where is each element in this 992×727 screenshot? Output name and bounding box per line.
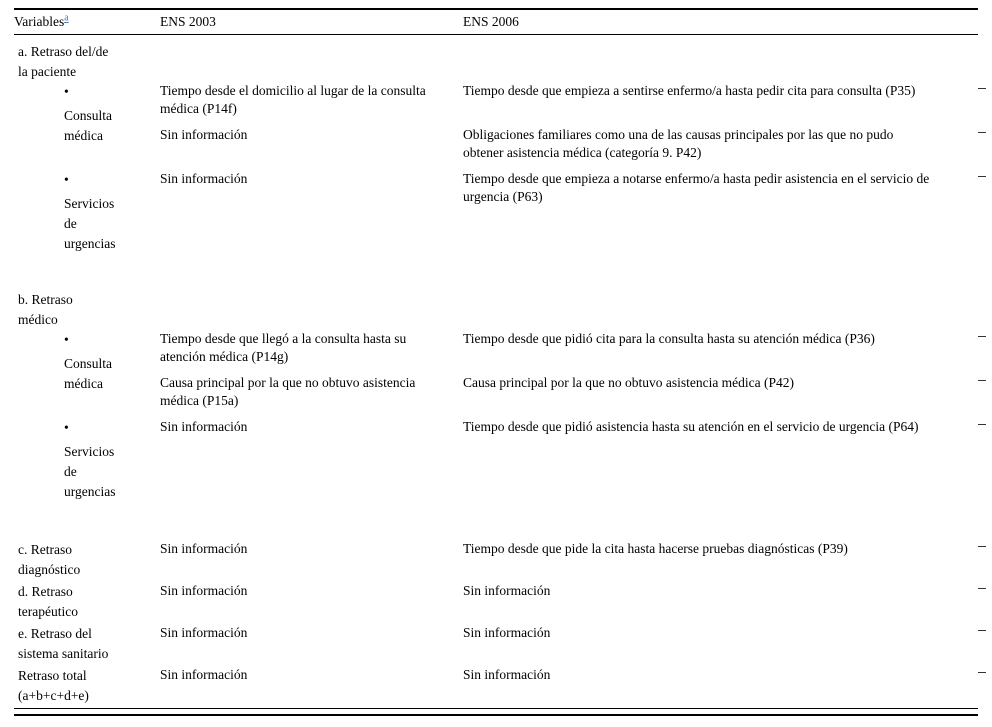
cell-ens2003: Sin información	[160, 419, 248, 434]
table-bottom-rule-thick	[14, 714, 978, 716]
subsection-servicios-urgencias	[14, 170, 978, 254]
table-row	[160, 82, 978, 126]
subsection-label: Consulta médica	[64, 108, 113, 143]
section-label: b. Retraso médico	[18, 292, 73, 327]
column-header-ens2006: ENS 2006	[463, 14, 519, 29]
table-row	[160, 126, 978, 170]
table-row	[14, 624, 978, 666]
comparison-table	[14, 8, 978, 716]
subsection-rows	[160, 170, 978, 254]
table-header-row	[14, 10, 978, 35]
cell-ens2006: Tiempo desde que pidió asistencia hasta su atención en el servicio de urgencia (P64)	[463, 419, 919, 434]
row-label: e. Retraso del sistema sanitario	[18, 626, 109, 661]
cell-ens2006: Tiempo desde que empieza a notarse enfermo/a hasta pedir asistencia en el servicio de urgencia (P63)	[463, 171, 930, 204]
cell-ens2006: Sin información	[463, 625, 551, 640]
subsection-label-block	[14, 170, 160, 254]
section-retraso-medico	[14, 290, 978, 502]
subsection-label-block	[14, 82, 160, 170]
subsection-rows	[160, 330, 978, 418]
subsection-label: Consulta médica	[64, 356, 113, 391]
cell-ens2006: Tiempo desde que empieza a sentirse enfermo/a hasta pedir cita para consulta (P35)	[463, 83, 916, 98]
table-row	[160, 170, 978, 214]
table-row	[14, 666, 978, 708]
cell-ens2006: Sin información	[463, 583, 551, 598]
cell-ens2003: Causa principal por la que no obtuvo asistencia médica (P15a)	[160, 375, 416, 408]
cell-ens2003: Tiempo desde que llegó a la consulta hasta su atención médica (P14g)	[160, 331, 407, 364]
subsection-consulta-medica	[14, 82, 978, 170]
cell-ens2003: Sin información	[160, 667, 248, 682]
subsection-rows	[160, 418, 978, 502]
subsection-label: Servicios de urgencias	[64, 444, 116, 499]
table-row	[160, 418, 978, 444]
bullet-icon: •	[64, 332, 69, 347]
table-row	[14, 540, 978, 582]
cell-ens2006: Tiempo desde que pide la cita hasta hacerse pruebas diagnósticas (P39)	[463, 541, 848, 556]
row-label: Retraso total (a+b+c+d+e)	[18, 668, 89, 703]
column-header-ens2003: ENS 2003	[160, 14, 216, 29]
cell-ens2006: Sin información	[463, 667, 551, 682]
table-bottom-rule-thin	[14, 708, 978, 709]
bullet-icon: •	[64, 172, 69, 187]
table-row	[160, 330, 978, 374]
variables-header-label: Variables	[14, 14, 65, 29]
subsection-rows	[160, 82, 978, 170]
table-body	[14, 35, 978, 708]
table-row	[14, 582, 978, 624]
row-label: c. Retraso diagnóstico	[18, 542, 81, 577]
cell-ens2003: Sin información	[160, 171, 248, 186]
table-row	[160, 374, 978, 418]
subsection-label-block	[14, 330, 160, 418]
section-retraso-paciente	[14, 42, 978, 254]
cell-ens2003: Sin información	[160, 127, 248, 142]
subsection-consulta-medica	[14, 330, 978, 418]
subsection-label-block	[14, 418, 160, 502]
subsection-label: Servicios de urgencias	[64, 196, 116, 251]
cell-ens2003: Sin información	[160, 625, 248, 640]
row-label: d. Retraso terapéutico	[18, 584, 78, 619]
column-header-variables	[14, 13, 160, 31]
section-label: a. Retraso del/de la paciente	[18, 44, 109, 79]
bullet-icon: •	[64, 84, 69, 99]
cell-ens2006: Causa principal por la que no obtuvo asistencia médica (P42)	[463, 375, 795, 390]
cell-ens2003: Sin información	[160, 541, 248, 556]
subsection-servicios-urgencias	[14, 418, 978, 502]
bullet-icon: •	[64, 420, 69, 435]
cell-ens2003: Sin información	[160, 583, 248, 598]
footnote-link-a[interactable]: a	[64, 12, 69, 24]
cell-ens2006: Obligaciones familiares como una de las causas principales por las que no pudo obtener asistencia médica (categoría 9. P42)	[463, 127, 894, 160]
cell-ens2003: Tiempo desde el domicilio al lugar de la consulta médica (P14f)	[160, 83, 426, 116]
cell-ens2006: Tiempo desde que pidió cita para la consulta hasta su atención médica (P36)	[463, 331, 875, 346]
